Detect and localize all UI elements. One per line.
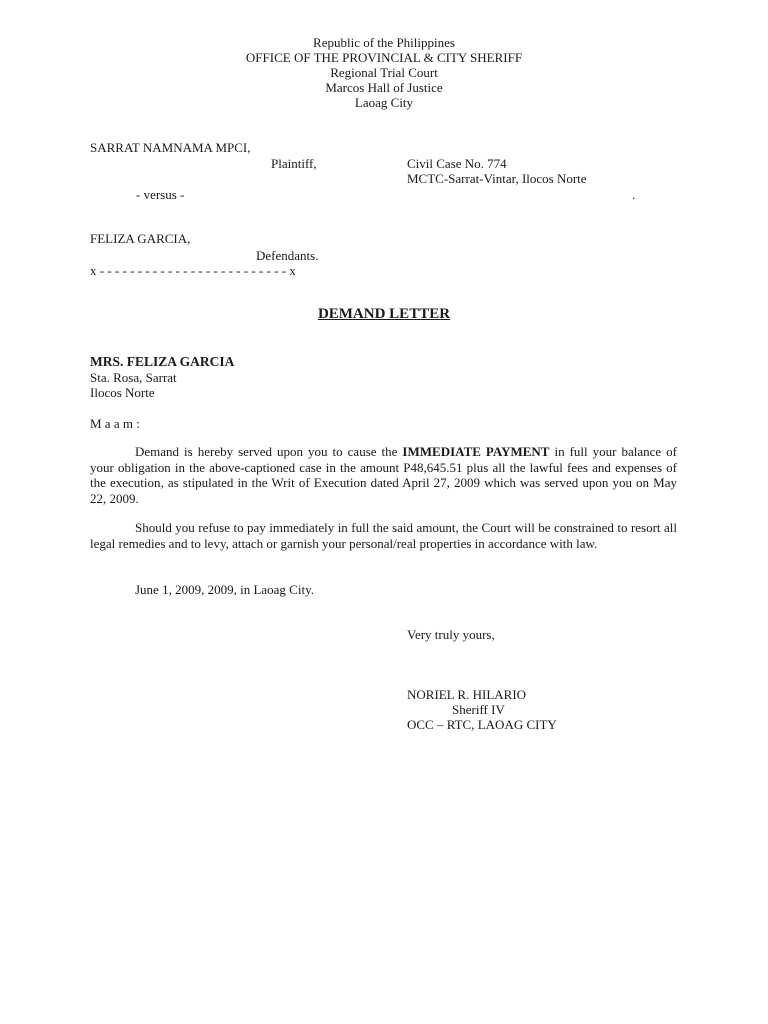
versus-text: - versus - <box>136 187 185 202</box>
letterhead-court: Regional Trial Court <box>330 65 438 80</box>
p2-text: Should you refuse to pay immediately in full the said amount, the Court will be constrained to resort all legal remedies and to levy, attach or garnish your personal/real properties in accordance with law. <box>90 520 677 551</box>
addressee-address-line1: Sta. Rosa, Sarrat <box>90 370 177 385</box>
p1-text-after: in full your balance of your obligation in the above-captioned case in the amount P48,645.51 plus all the lawful fees and expenses of the execution, as stipulated in the Writ of Execution dated April 27, 2009 which was served upon you on May 22, 2009. <box>90 444 678 506</box>
body-paragraph-2 <box>90 520 677 551</box>
body-paragraph-1 <box>90 444 677 506</box>
court-name: MCTC-Sarrat-Vintar, Ilocos Norte <box>407 171 587 186</box>
defendant-name: FELIZA GARCIA, <box>90 231 191 246</box>
caption-dot: . <box>632 187 636 202</box>
caption-separator: x - - - - - - - - - - - - - - - - - - - - - - - - - x <box>90 263 296 278</box>
letterhead-republic: Republic of the Philippines <box>313 35 455 50</box>
complimentary-close: Very truly yours, <box>407 627 495 642</box>
plaintiff-label: Plaintiff, <box>271 156 317 171</box>
signer-name: NORIEL R. HILARIO <box>407 687 527 702</box>
letterhead-city: Laoag City <box>354 95 414 110</box>
salutation: M a a m : <box>90 416 140 431</box>
addressee-address-line2: Ilocos Norte <box>90 385 155 400</box>
signer-office: OCC – RTC, LAOAG CITY <box>407 717 557 732</box>
defendant-label: Defendants. <box>256 248 319 263</box>
plaintiff-name: SARRAT NAMNAMA MPCI, <box>90 140 251 155</box>
p1-text-before: Demand is hereby served upon you to cause the <box>135 444 403 459</box>
letterhead-hall: Marcos Hall of Justice <box>325 80 443 95</box>
letterhead-office: OFFICE OF THE PROVINCIAL & CITY SHERIFF <box>245 50 523 65</box>
case-number: Civil Case No. 774 <box>407 156 507 171</box>
date-line: June 1, 2009, 2009, in Laoag City. <box>135 582 314 597</box>
p1-bold-phrase: IMMEDIATE PAYMENT <box>402 444 550 459</box>
letterhead <box>0 35 768 110</box>
addressee-name: MRS. FELIZA GARCIA <box>90 354 235 369</box>
letter-title: DEMAND LETTER <box>317 306 451 322</box>
signer-title: Sheriff IV <box>452 702 505 717</box>
